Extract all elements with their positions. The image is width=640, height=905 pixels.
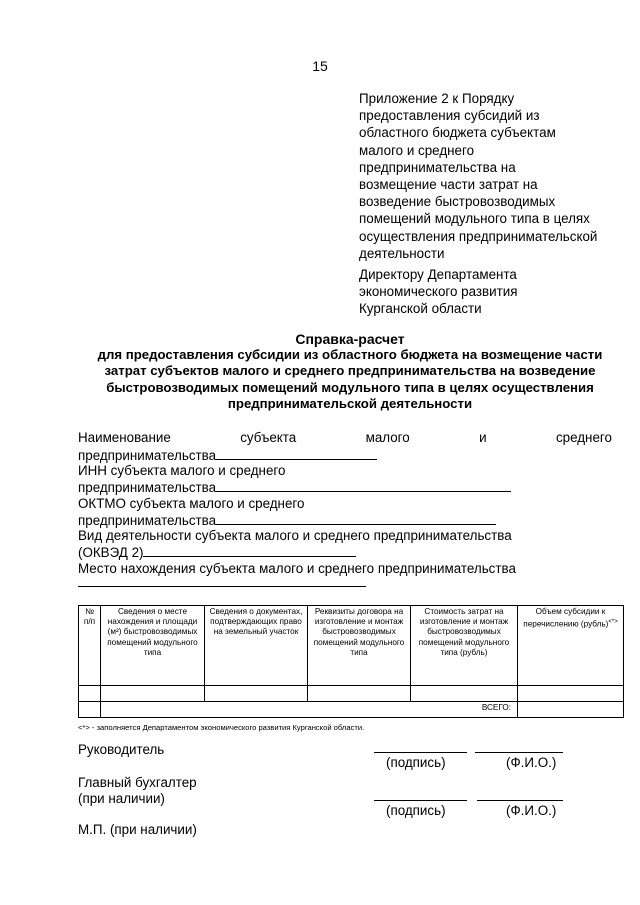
table-cell[interactable] — [518, 686, 624, 702]
name-caption: (Ф.И.О.) — [506, 755, 557, 770]
appendix-line: предоставления субсидий из — [359, 108, 540, 124]
name-caption: (Ф.И.О.) — [506, 803, 557, 818]
table-cell[interactable] — [411, 686, 518, 702]
appendix-line: помещений модульного типа в целях — [359, 211, 590, 227]
addressee-line: Директору Департамента — [359, 267, 517, 282]
table-cell[interactable] — [79, 686, 101, 702]
addressee-block — [359, 266, 624, 318]
appendix-line: малого и среднего — [359, 142, 475, 158]
page-number: 15 — [312, 58, 328, 74]
name-word: малого — [365, 430, 410, 445]
inn-field: предпринимательства — [78, 479, 511, 495]
subtitle-line: быстровозводимых помещений модульного типа в целях осуществления — [106, 379, 594, 395]
location-input-line[interactable] — [78, 586, 366, 587]
appendix-line: областного бюджета субъектам — [359, 125, 556, 141]
document-title: Справка-расчет — [295, 331, 405, 347]
appendix-line: возведение быстровозводимых — [359, 194, 556, 210]
table-header: Сведения о документах, подтверждающих право на земельный участок — [205, 606, 308, 686]
inn-label: ИНН субъекта малого и среднего — [78, 463, 286, 478]
table-cell[interactable] — [101, 686, 205, 702]
okved-field: (ОКВЭД 2) — [78, 544, 356, 560]
name-word: Наименование — [78, 430, 171, 445]
table-total-row — [79, 702, 624, 718]
table-header: Объем субсидии к перечислению (рубль)<*> — [518, 606, 624, 686]
table-row — [79, 686, 624, 702]
table-cell[interactable] — [205, 686, 308, 702]
appendix-line: Приложение 2 к Порядку — [359, 91, 515, 106]
appendix-line: деятельности — [359, 245, 445, 261]
location-label: Место нахождения субъекта малого и среднего предпринимательства — [78, 561, 516, 576]
inn-input-line[interactable] — [216, 479, 511, 492]
accountant-label: Главный бухгалтер — [78, 775, 197, 790]
footnote: <*> - заполняется Департаментом экономического развития Курганской области. — [78, 723, 365, 732]
total-label: ВСЕГО: — [411, 702, 518, 718]
table-header: Сведения о месте нахождения и площади (м²) быстровозводимых помещений модульного типа — [101, 606, 205, 686]
document-subtitle — [70, 347, 630, 412]
table-cell — [79, 702, 101, 718]
name-word: и — [479, 430, 487, 445]
oktmo-field: предпринимательства — [78, 512, 496, 528]
accountant-name-line[interactable] — [477, 800, 563, 801]
name-field: предпринимательства — [78, 447, 377, 463]
table-header: Стоимость затрат на изготовление и монтаж быстровозводимых помещений модульного типа (рубль) — [411, 606, 518, 686]
head-signature-line[interactable] — [374, 752, 467, 753]
footnote-mark: <*> — [608, 619, 618, 626]
signature-caption: (подпись) — [386, 803, 446, 818]
oktmo-label: ОКТМО субъекта малого и среднего — [78, 496, 305, 511]
name-word: субъекта — [240, 430, 297, 445]
name-word: среднего — [555, 430, 612, 445]
addressee-line: экономического развития — [359, 284, 518, 300]
name-field-label — [78, 430, 612, 445]
stamp-label: М.П. (при наличии) — [78, 822, 197, 837]
head-name-line[interactable] — [475, 752, 563, 753]
appendix-line: предпринимательства на — [359, 159, 516, 175]
accountant-note: (при наличии) — [78, 791, 165, 806]
calculation-table — [78, 605, 624, 718]
name-input-line[interactable] — [216, 447, 377, 460]
accountant-signature-line[interactable] — [374, 800, 467, 801]
oktmo-input-line[interactable] — [216, 512, 496, 525]
signature-caption: (подпись) — [386, 755, 446, 770]
subtitle-line: предпринимательской деятельности — [227, 395, 473, 411]
appendix-line: осуществления предпринимательской — [359, 228, 598, 244]
appendix-line: возмещение части затрат на — [359, 177, 538, 193]
appendix-block — [359, 90, 624, 262]
total-value[interactable] — [518, 702, 624, 718]
subtitle-line: для предоставления субсидии из областного бюджета на возмещение части — [97, 347, 603, 362]
okved-input-line[interactable] — [143, 544, 356, 557]
addressee-line: Курганской области — [359, 301, 482, 317]
head-label: Руководитель — [78, 742, 165, 757]
subtitle-line: затрат субъектов малого и среднего предпринимательства на возведение — [104, 363, 596, 379]
table-cell — [101, 702, 411, 718]
table-header: № п/п — [79, 606, 101, 686]
table-header: Реквизиты договора на изготовление и монтаж быстровозводимых помещений модульного типа — [308, 606, 411, 686]
table-header-row — [79, 606, 624, 686]
table-cell[interactable] — [308, 686, 411, 702]
activity-label: Вид деятельности субъекта малого и среднего предпринимательства — [78, 528, 512, 543]
